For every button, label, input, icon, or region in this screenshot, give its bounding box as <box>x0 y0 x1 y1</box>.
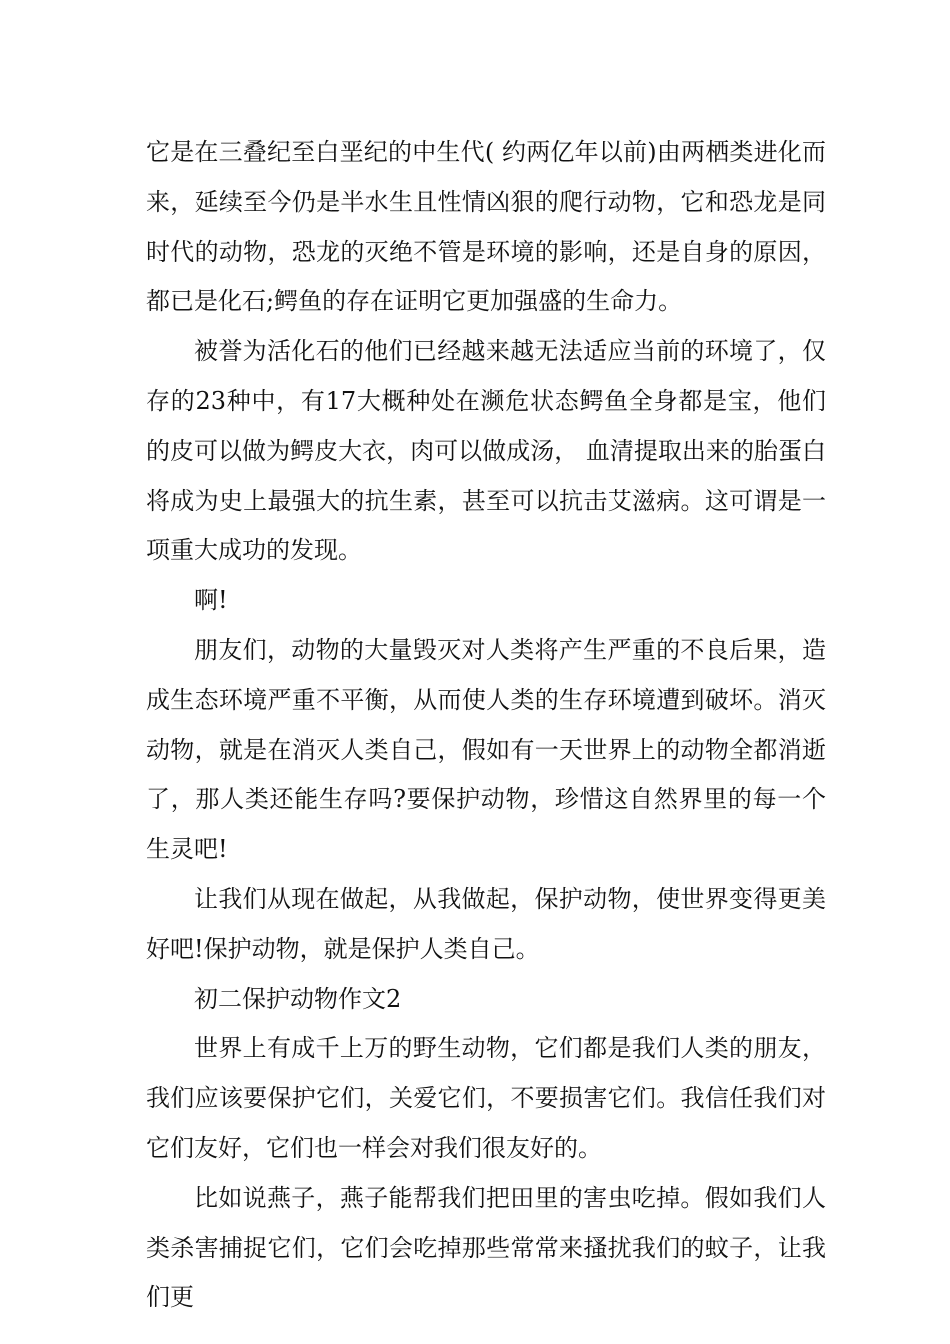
section-heading: 初二保护动物作文2 <box>194 984 402 1013</box>
paragraph-3: 啊! <box>194 586 228 615</box>
paragraph-2: 被誉为活化石的他们已经越来越无法适应当前的环境了，仅存的23种中，有17大概种处在濒危状态鳄鱼全身都是宝，他们的皮可以做为鳄皮大衣，肉可以做成汤， 血清提取出来的胎蛋白将成为史上最强大的抗生素，甚至可以抗击艾滋病。这可谓是一项重大成功的发现。 <box>146 337 826 565</box>
essay-body <box>146 128 826 1323</box>
paragraph-6: 世界上有成千上万的野生动物，它们都是我们人类的朋友，我们应该要保护它们，关爱它们，不要损害它们。我信任我们对它们友好，它们也一样会对我们很友好的。 <box>146 1034 826 1162</box>
paragraph-4: 朋友们，动物的大量毁灭对人类将产生严重的不良后果，造成生态环境严重不平衡，从而使人类的生存环境遭到破坏。消灭动物，就是在消灭人类自己，假如有一天世界上的动物全都消逝了，那人类还能生存吗?要保护动物，珍惜这自然界里的每一个生灵吧! <box>146 635 826 864</box>
paragraph-7: 比如说燕子，燕子能帮我们把田里的害虫吃掉。假如我们人类杀害捕捉它们，它们会吃掉那些常常来搔扰我们的蚊子，让我们更 <box>146 1183 826 1312</box>
paragraph-5: 让我们从现在做起，从我做起，保护动物，使世界变得更美好吧!保护动物，就是保护人类自己。 <box>146 884 826 963</box>
paragraph-1: 它是在三叠纪至白垩纪的中生代( 约两亿年以前)由两栖类进化而来，延续至今仍是半水生且性情凶狠的爬行动物，它和恐龙是同时代的动物，恐龙的灭绝不管是环境的影响，还是自身的原因，都已是化石;鳄鱼的存在证明它更加强盛的生命力。 <box>146 138 826 316</box>
